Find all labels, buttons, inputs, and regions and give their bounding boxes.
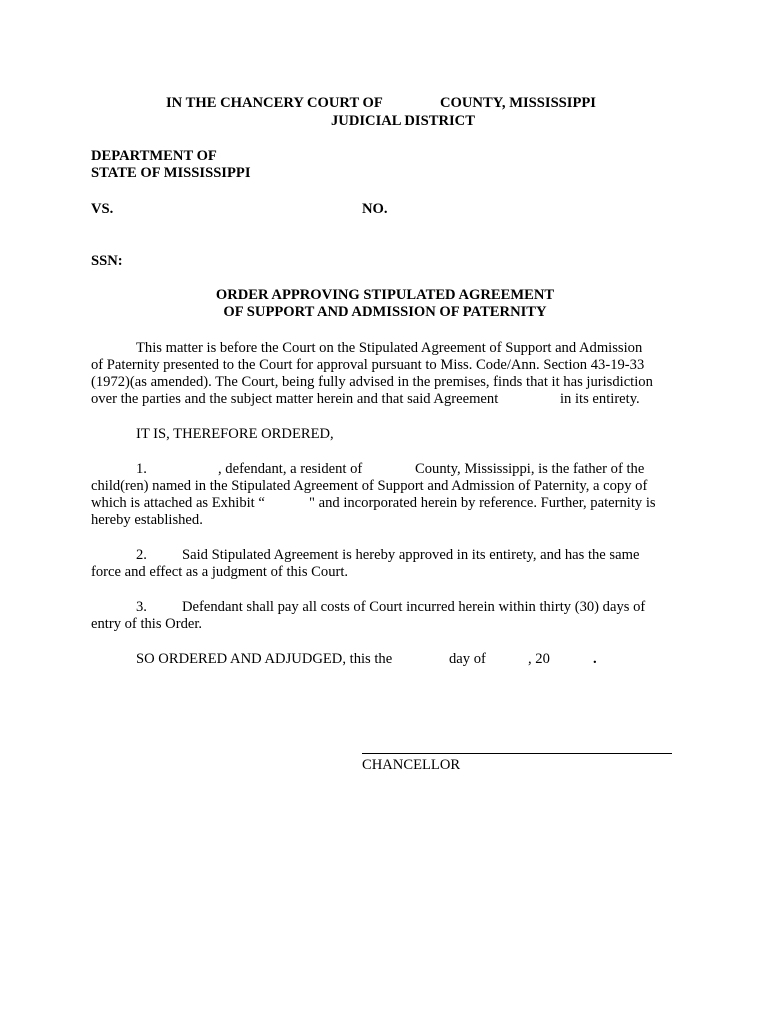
- item-1-line-4: hereby established.: [91, 512, 203, 528]
- judicial-district: JUDICIAL DISTRICT: [331, 113, 475, 129]
- item-1-text-b: County, Mississippi, is the father of the: [415, 461, 645, 477]
- item-2-line-1: Said Stipulated Agreement is hereby approved in its entirety, and has the same: [182, 547, 640, 563]
- item-1-number: 1.: [136, 461, 147, 477]
- item-3-number: 3.: [136, 599, 147, 615]
- so-ordered-year: , 20: [528, 651, 550, 667]
- so-ordered-day-of: day of: [449, 651, 486, 667]
- plaintiff-line-1: DEPARTMENT OF: [91, 148, 217, 164]
- item-3-line-1: Defendant shall pay all costs of Court incurred herein within thirty (30) days of: [182, 599, 646, 615]
- signature-line: [362, 753, 672, 754]
- order-title-line-1: ORDER APPROVING STIPULATED AGREEMENT: [215, 287, 555, 303]
- vs-label: VS.: [91, 201, 114, 217]
- so-ordered-period: .: [593, 651, 597, 667]
- intro-line-4-end: in its entirety.: [560, 391, 640, 407]
- court-prefix: IN THE CHANCERY COURT OF: [166, 95, 383, 111]
- court-suffix: COUNTY, MISSISSIPPI: [440, 95, 596, 111]
- item-3-line-2: entry of this Order.: [91, 616, 203, 632]
- intro-line-2: of Paternity presented to the Court for approval pursuant to Miss. Code/Ann. Section 43-19-33: [91, 357, 645, 373]
- case-number-label: NO.: [362, 201, 388, 217]
- chancellor-label: CHANCELLOR: [362, 757, 461, 773]
- intro-line-3: (1972)(as amended). The Court, being fully advised in the premises, finds that it has jurisdiction: [91, 374, 653, 390]
- intro-line-1: This matter is before the Court on the Stipulated Agreement of Support and Admission: [136, 340, 643, 356]
- ssn-label: SSN:: [91, 253, 123, 269]
- intro-line-4: over the parties and the subject matter herein and that said Agreement: [91, 391, 499, 407]
- so-ordered-text: SO ORDERED AND ADJUDGED, this the: [136, 651, 393, 667]
- item-1-line-2: child(ren) named in the Stipulated Agreement of Support and Admission of Paternity, a copy of: [91, 478, 648, 494]
- ordered-heading: IT IS, THEREFORE ORDERED,: [136, 426, 334, 442]
- item-2-number: 2.: [136, 547, 147, 563]
- item-2-line-2: force and effect as a judgment of this Court.: [91, 564, 349, 580]
- item-1-text-a: , defendant, a resident of: [218, 461, 363, 477]
- order-title-line-2: OF SUPPORT AND ADMISSION OF PATERNITY: [223, 304, 547, 320]
- item-1-line-3a: which is attached as Exhibit “: [91, 495, 265, 511]
- plaintiff-line-2: STATE OF MISSISSIPPI: [91, 165, 251, 181]
- item-1-line-3b: " and incorporated herein by reference. Further, paternity is: [309, 495, 656, 511]
